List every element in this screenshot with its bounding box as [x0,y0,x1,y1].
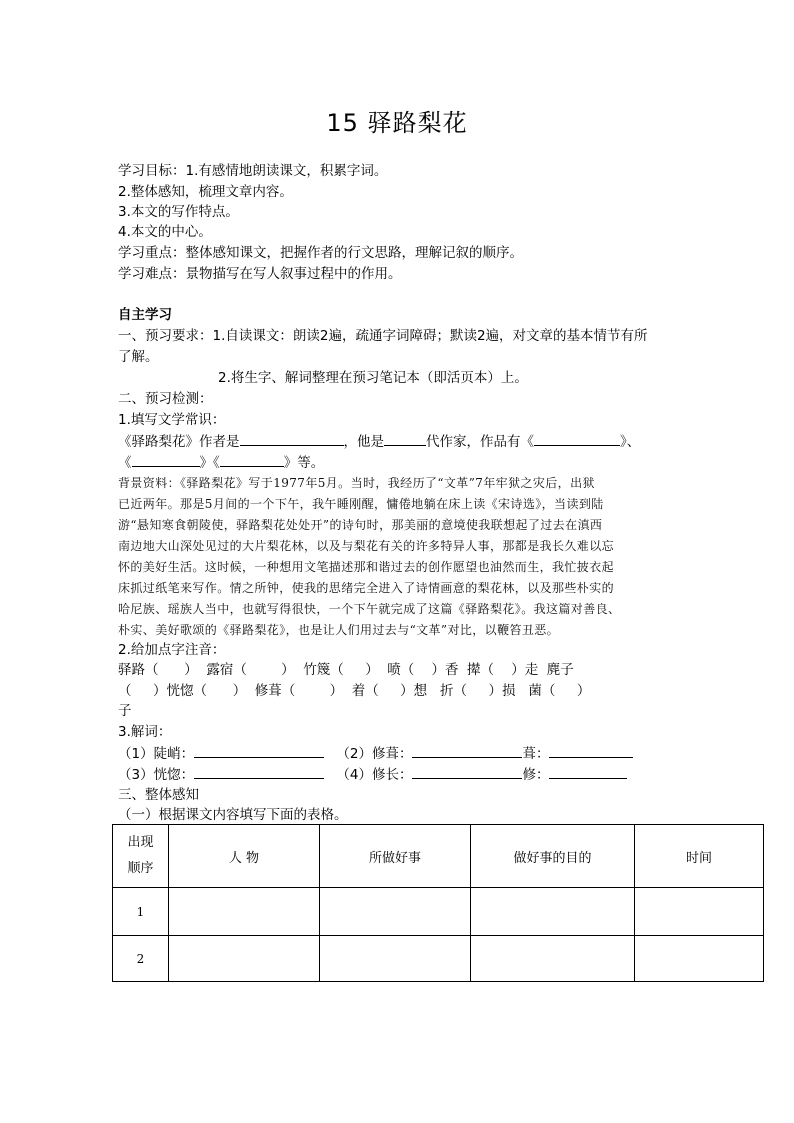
define-slender-blank[interactable] [412,764,522,779]
header-deed: 所做好事 [320,825,471,888]
background-line-2: 已近两年。那是5月间的一个下午，我午睡刚醒，慵倦地躺在床上读《宋诗选》，当读到陆 [118,497,604,511]
preview-check-heading: 二、预习检测： [118,391,213,407]
objective-line-4: 4.本文的中心。 [118,224,212,240]
row-order-cell: 1 [113,888,169,936]
deed-cell[interactable] [320,888,471,936]
preview-requirement-line-1-cont: 了解。 [118,349,159,365]
time-cell[interactable] [635,888,764,936]
work-blank-2[interactable] [132,452,200,467]
define-repair-blank[interactable] [412,743,522,758]
work-blank-3[interactable] [220,452,284,467]
background-line-6: 床抓过纸笔来写作。情之所钟，使我的思绪完全进入了诗情画意的梨花林，以及那些朴实的 [118,581,615,595]
author-blank[interactable] [240,431,344,446]
table-row [113,936,764,982]
deed-cell[interactable] [320,936,471,982]
phonetic-row-3: 子 [118,703,132,719]
define-dazed-blank[interactable] [194,764,324,779]
vocab-row-2: （3）恍惚： （4）修长： 修： [118,764,627,785]
person-cell[interactable] [169,936,320,982]
good-deeds-table [112,824,764,982]
preview-requirement-line-2: 2.将生字、解词整理在预习笔记本（即活页本）上。 [218,370,528,386]
vocab-heading: 3.解词： [118,724,172,740]
page-title: 15 驿路梨花 [326,109,468,137]
background-line-4: 南边地大山深处见过的大片梨花林，以及与梨花有关的许多特异人事，那都是我长久难以忘 [118,539,615,553]
vocab-row-1: （1）陡峭： （2）修葺： 葺： [118,743,633,764]
phonetic-row-1: 驿路（ ） 露宿（ ） 竹篾（ ） 喷（ ）香 撵（ ）走 麂子 [118,662,574,678]
purpose-cell[interactable] [471,936,635,982]
literature-line-2: 《 》《 》等。 [118,452,324,473]
define-steep-blank[interactable] [194,743,324,758]
phonetic-row-2: （ ）恍惚（ ） 修葺（ ） 着（ ）想 折（ ）损 菌（ ） [118,683,591,699]
key-point-line: 学习重点：整体感知课文，把握作者的行文思路，理解记叙的顺序。 [118,245,523,261]
era-blank[interactable] [384,431,426,446]
time-cell[interactable] [635,936,764,982]
objective-line-1: 学习目标：1.有感情地朗读课文，积累字词。 [118,163,388,179]
objective-line-2: 2.整体感知，梳理文章内容。 [118,184,293,200]
person-cell[interactable] [169,888,320,936]
preview-requirement-line-1: 一、预习要求：1.自读课文：朗读2遍，疏通字词障碍；默读2遍，对文章的基本情节有所 [118,328,648,344]
header-purpose: 做好事的目的 [471,825,635,888]
table-row [113,888,764,936]
phonetic-heading: 2.给加点字注音： [118,642,226,658]
self-study-heading: 自主学习 [118,307,172,323]
difficulty-line: 学习难点：景物描写在写人叙事过程中的作用。 [118,266,402,282]
define-xiu-blank[interactable] [549,764,627,779]
overall-perception-heading: 三、整体感知 [118,787,199,803]
header-time: 时间 [635,825,764,888]
row-order-cell: 2 [113,936,169,982]
header-order: 出现 顺序 [113,825,169,888]
background-line-8: 朴实、美好歌颂的《驿路梨花》，也是让人们用过去与“文革”对比，以鞭笞丑恶。 [118,623,560,637]
background-line-1: 背景资料：《驿路梨花》写于1977年5月。当时，我经历了“文革”7年牢狱之灾后，出狱 [118,476,595,490]
work-blank-1[interactable] [534,431,620,446]
literature-line-1: 《驿路梨花》作者是 ，他是 代作家，作品有《 》、 [118,431,640,452]
background-line-5: 怀的美好生活。这时候，一种想用文笔描述那和谐过去的创作愿望也油然而生，我忙披衣起 [118,560,615,574]
header-person: 人 物 [169,825,320,888]
define-qi-blank[interactable] [549,743,633,758]
table-header-row [113,825,764,888]
background-line-7: 哈尼族、瑶族人当中，也就写得很快，一个下午就完成了这篇《驿路梨花》。我这篇对善良、 [118,602,621,616]
background-line-3: 游“悬知寒食朝陵使，驿路梨花处处开”的诗句时，那美丽的意境使我联想起了过去在滇西 [118,518,603,532]
table-instruction: （一）根据课文内容填写下面的表格。 [118,807,348,823]
literature-heading: 1.填写文学常识： [118,412,226,428]
purpose-cell[interactable] [471,888,635,936]
objective-line-3: 3.本文的写作特点。 [118,204,239,220]
